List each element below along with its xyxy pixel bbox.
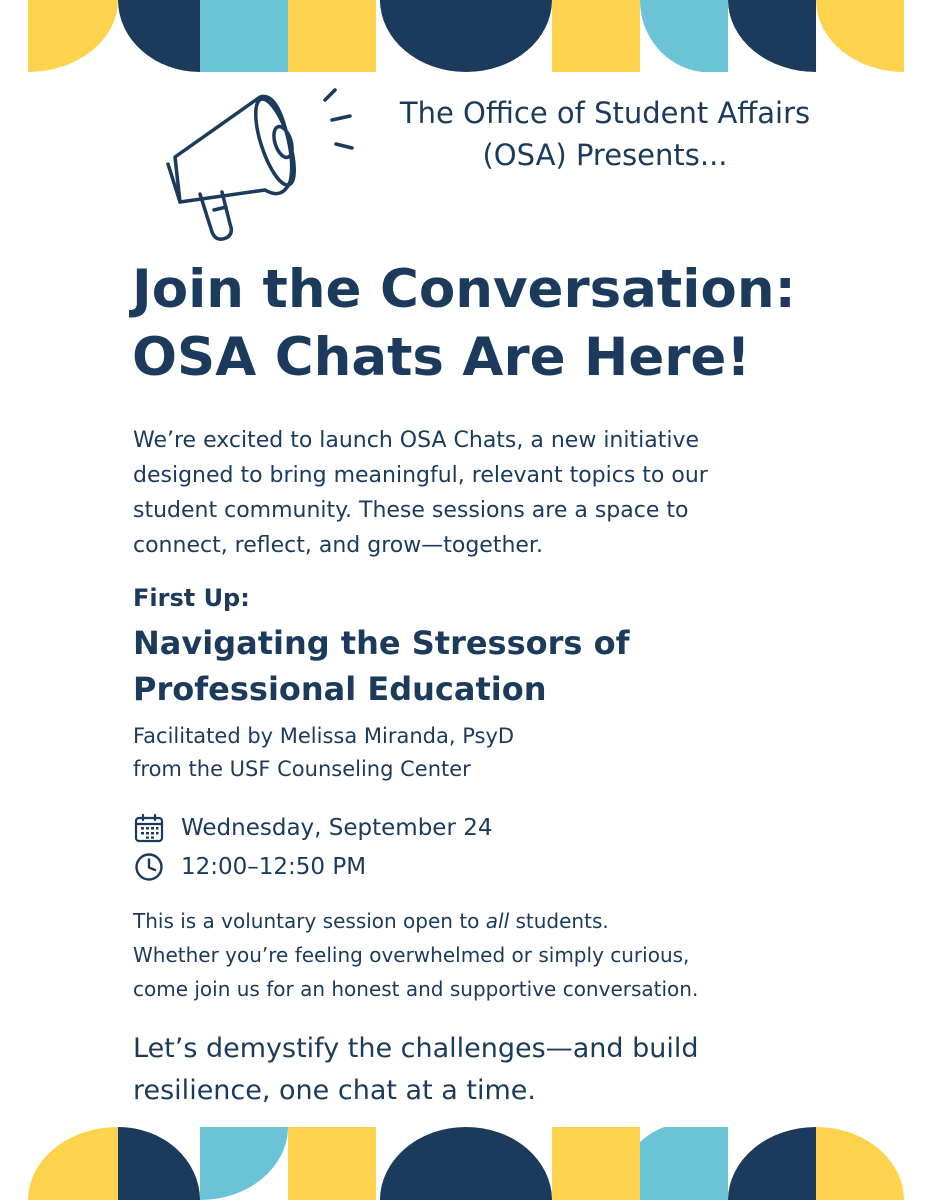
intro-line-1: We’re excited to launch OSA Chats, a new initiative <box>133 428 699 453</box>
voluntary-line-3: come join us for an honest and supportive conversation. <box>133 977 699 1001</box>
presenter-line-1: The Office of Student Affairs <box>399 96 811 130</box>
calendar-icon <box>133 812 165 844</box>
closing-statement <box>133 1028 873 1112</box>
session-title <box>133 620 630 712</box>
clock-icon <box>133 851 165 883</box>
presenter-line-2: (OSA) Presents... <box>482 138 728 172</box>
facilitator-info <box>133 720 514 786</box>
event-date: Wednesday, September 24 <box>181 815 493 841</box>
title-line-2: OSA Chats Are Here! <box>132 327 751 388</box>
session-title-line-2: Professional Education <box>133 670 547 708</box>
voluntary-line-1-start: This is a voluntary session open to <box>133 909 486 933</box>
facilitator-line-2: from the USF Counseling Center <box>133 757 471 781</box>
time-row <box>133 850 366 884</box>
voluntary-paragraph <box>133 904 893 1006</box>
title-line-1: Join the Conversation: <box>132 259 796 320</box>
voluntary-line-1-end: students. <box>509 909 609 933</box>
presenter-heading <box>380 92 830 176</box>
session-title-line-1: Navigating the Stressors of <box>133 624 630 662</box>
geometric-pattern-top <box>0 0 927 72</box>
facilitator-line-1: Facilitated by Melissa Miranda, PsyD <box>133 724 515 748</box>
page-title <box>132 256 872 392</box>
voluntary-line-2: Whether you’re feeling overwhelmed or simply curious, <box>133 943 690 967</box>
first-up-label: First Up: <box>133 584 250 612</box>
closing-line-2: resilience, one chat at a time. <box>133 1075 536 1106</box>
intro-line-2: designed to bring meaningful, relevant topics to our <box>133 463 708 488</box>
top-decorative-band <box>0 0 927 72</box>
bottom-decorative-band <box>0 1127 927 1200</box>
geometric-pattern-bottom <box>0 1127 927 1200</box>
date-row <box>133 811 493 845</box>
intro-line-4: connect, reflect, and grow—together. <box>133 533 543 558</box>
intro-line-3: student community. These sessions are a space to <box>133 498 689 523</box>
voluntary-line-1 <box>133 904 893 938</box>
event-time: 12:00–12:50 PM <box>181 854 367 880</box>
closing-line-1: Let’s demystify the challenges—and build <box>133 1033 699 1064</box>
emphasis-all: all <box>485 909 510 933</box>
intro-paragraph <box>133 423 833 563</box>
megaphone-icon <box>150 82 365 252</box>
